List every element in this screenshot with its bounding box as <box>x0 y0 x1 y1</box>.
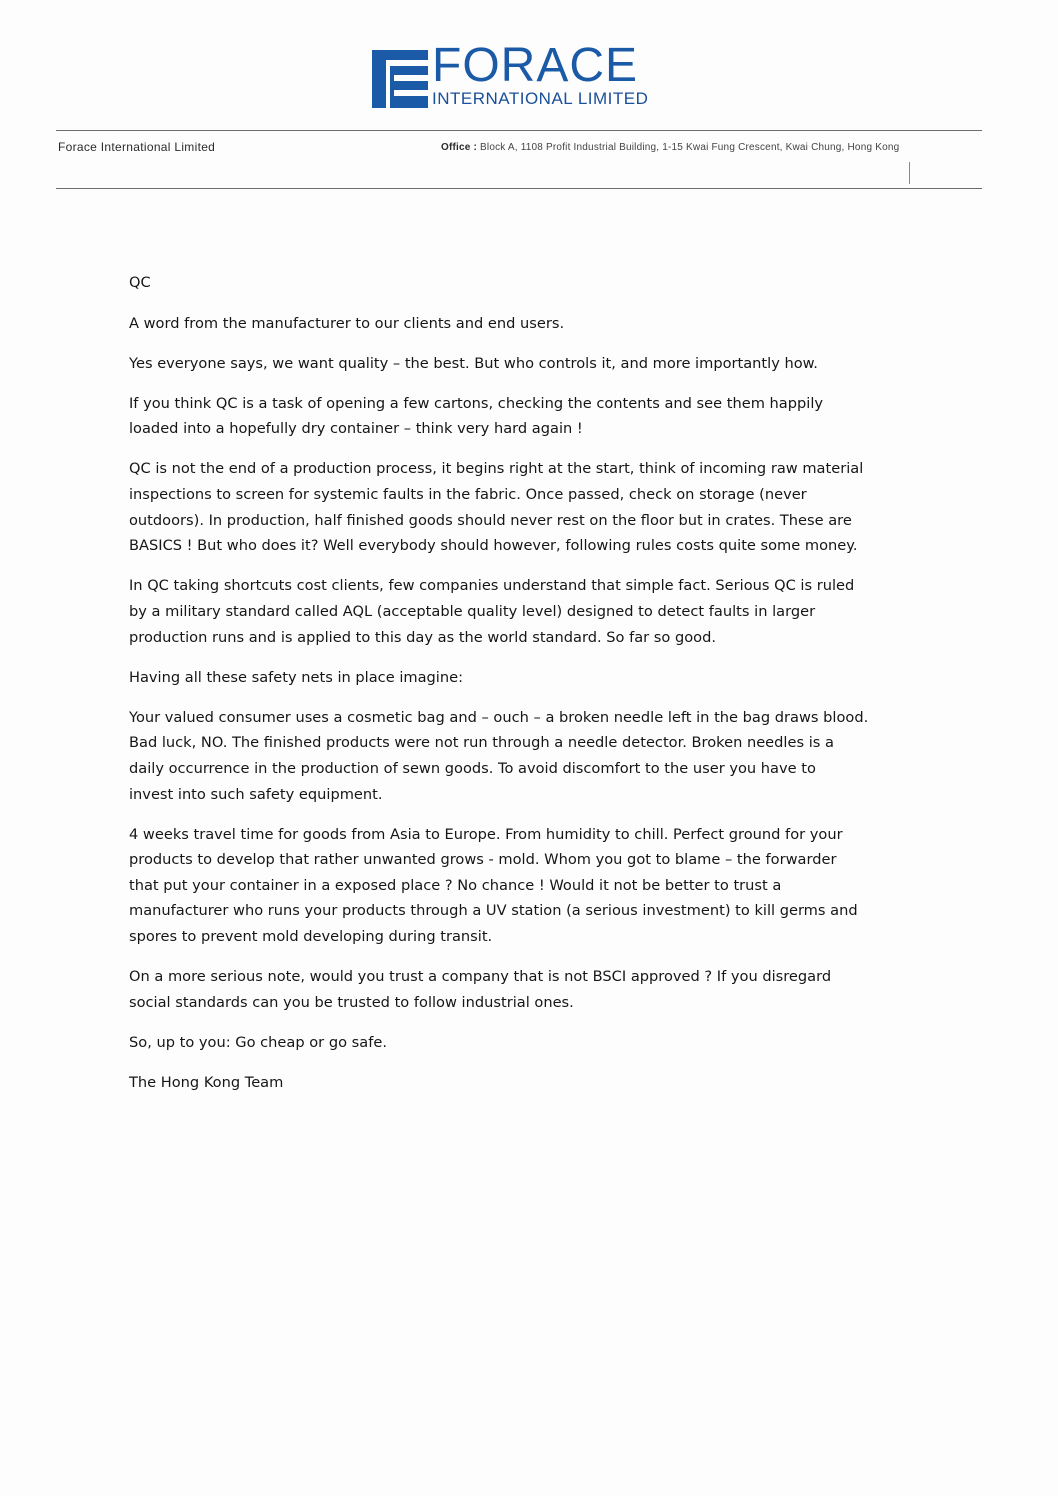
paragraph: QC is not the end of a production process, it begins right at the start, think of incoming raw material inspections to screen for systemic faults in the fabric. Once passed, check on storage (never outdoors). In production, half finished goods should never rest on the floor but in crates. These are BASICS ! But who does it? Well everybody should however, following rules costs quite some money. <box>129 460 864 555</box>
logo-subtitle: INTERNATIONAL LIMITED <box>432 89 649 108</box>
paragraph: Having all these safety nets in place imagine: <box>129 668 463 686</box>
paragraph: A word from the manufacturer to our clients and end users. <box>129 314 565 332</box>
office-address <box>441 142 899 153</box>
paragraph: If you think QC is a task of opening a few cartons, checking the contents and see them happily loaded into a hopefully dry container – think very hard again ! <box>129 394 824 438</box>
header-divider-bottom <box>56 188 982 189</box>
letter-signature: The Hong Kong Team <box>129 1073 284 1091</box>
letter-heading: QC <box>129 274 151 291</box>
company-name: Forace International Limited <box>58 140 216 154</box>
office-label: Office : <box>441 142 478 153</box>
paragraph: Yes everyone says, we want quality – the best. But who controls it, and more importantly how. <box>129 354 818 372</box>
paragraph: Your valued consumer uses a cosmetic bag and – ouch – a broken needle left in the bag draws blood. Bad luck, NO. The finished products were not run through a needle detector. Broken needles is a daily occurrence in the production of sewn goods. To avoid discomfort to the user you have to invest into such safety equipment. <box>129 708 869 803</box>
paragraph: So, up to you: Go cheap or go safe. <box>129 1033 387 1051</box>
letter-body <box>129 270 959 1110</box>
office-address-text: Block A, 1108 Profit Industrial Building, 1-15 Kwai Fung Crescent, Kwai Chung, Hong Kong <box>480 142 900 153</box>
paragraph: On a more serious note, would you trust a company that is not BSCI approved ? If you disregard social standards can you be trusted to follow industrial ones. <box>129 968 832 1011</box>
forace-logo-mark-icon <box>372 50 428 108</box>
logo-name: FORACE <box>432 39 639 92</box>
header-tick-mark <box>909 162 910 184</box>
paragraph: In QC taking shortcuts cost clients, few companies understand that simple fact. Serious QC is ruled by a military standard called AQL (acceptable quality level) designed to detect faults in larger production runs and is applied to this day as the world standard. So far so good. <box>129 577 855 646</box>
company-logo <box>372 39 682 112</box>
header-divider-top <box>56 130 982 131</box>
paragraph: 4 weeks travel time for goods from Asia to Europe. From humidity to chill. Perfect ground for your products to develop that rather unwanted grows - mold. Whom you got to blame – the forwarder that put your container in a exposed place ? No chance ! Would it not be better to trust a manufacturer who runs your products through a UV station (a serious investment) to kill germs and spores to prevent mold developing during transit. <box>129 825 858 945</box>
